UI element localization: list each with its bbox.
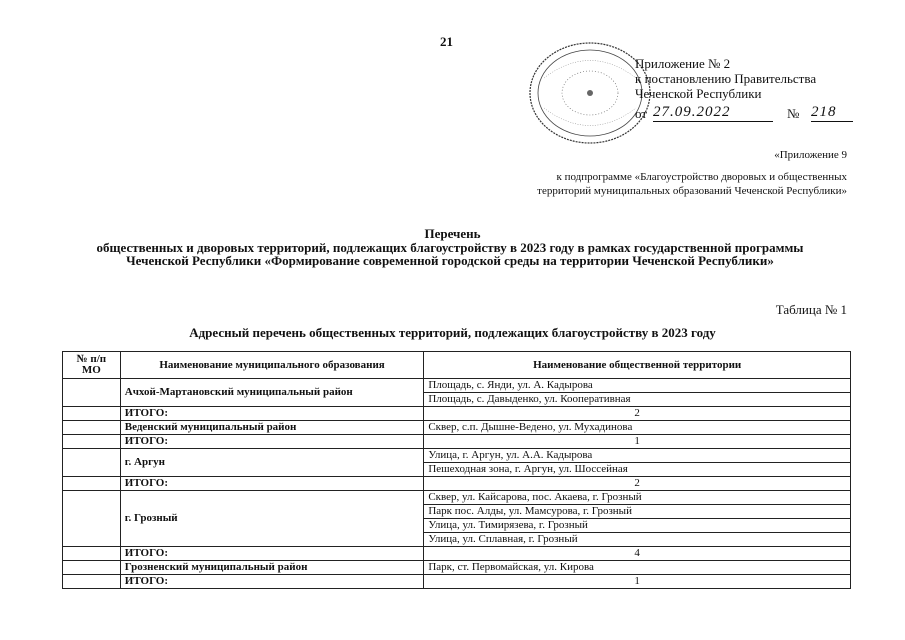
total-value-cell: 2 <box>424 477 851 491</box>
document-subtitle: общественных и дворовых территорий, подлежащих благоустройству в 2023 году в рамках государственной программы Чеченской Республики «Формирование современной городской среды на территории Чеченской Республики» <box>96 240 804 268</box>
appendix-line: Чеченской Республики <box>635 86 762 101</box>
column-header-territory: Наименование общественной территории <box>424 352 851 379</box>
number-label: № <box>787 106 800 121</box>
territory-cell: Парк, ст. Первомайская, ул. Кирова <box>424 561 851 575</box>
table-header-row <box>63 352 851 379</box>
row-number-cell <box>63 379 121 407</box>
row-number-cell <box>63 575 121 589</box>
total-label-cell: ИТОГО: <box>120 575 424 589</box>
table-row <box>63 561 851 575</box>
decree-date: 27.09.2022 <box>653 104 773 122</box>
municipality-cell: Веденский муниципальный район <box>120 421 424 435</box>
appendix-header <box>635 56 875 101</box>
total-row <box>63 407 851 421</box>
table-label: Таблица № 1 <box>775 302 847 317</box>
row-number-cell <box>63 407 121 421</box>
sub-appendix-line: территорий муниципальных образований Чеченской Республики» <box>537 185 847 197</box>
document-title: Перечень <box>424 226 481 241</box>
page-number: 21 <box>440 34 453 49</box>
column-header-municipality: Наименование муниципального образования <box>120 352 424 379</box>
total-row <box>63 547 851 561</box>
territory-cell: Сквер, ул. Кайсарова, пос. Акаева, г. Грозный <box>424 491 851 505</box>
territory-cell: Площадь, с. Янди, ул. А. Кадырова <box>424 379 851 393</box>
territory-cell: Парк пос. Алды, ул. Мамсурова, г. Грозный <box>424 505 851 519</box>
total-value-cell: 4 <box>424 547 851 561</box>
column-header-number: № п/п МО <box>63 352 121 379</box>
municipality-cell: г. Аргун <box>120 449 424 477</box>
total-label-cell: ИТОГО: <box>120 477 424 491</box>
total-label-cell: ИТОГО: <box>120 547 424 561</box>
row-number-cell <box>63 547 121 561</box>
row-number-cell <box>63 477 121 491</box>
territory-cell: Сквер, с.п. Дышне-Ведено, ул. Мухадинова <box>424 421 851 435</box>
table-body <box>63 379 851 589</box>
municipality-cell: г. Грозный <box>120 491 424 547</box>
total-row <box>63 575 851 589</box>
total-row <box>63 435 851 449</box>
total-value-cell: 1 <box>424 575 851 589</box>
decree-date-number <box>635 104 860 124</box>
territory-cell: Пешеходная зона, г. Аргун, ул. Шоссейная <box>424 463 851 477</box>
appendix-line: Приложение № 2 <box>635 56 731 71</box>
date-prefix: от <box>635 106 648 121</box>
total-value-cell: 1 <box>424 435 851 449</box>
territory-cell: Улица, ул. Тимирязева, г. Грозный <box>424 519 851 533</box>
territories-table <box>62 351 851 589</box>
row-number-cell <box>63 449 121 477</box>
decree-number: 218 <box>811 104 853 122</box>
table-row <box>63 421 851 435</box>
sub-appendix-line: «Приложение 9 <box>774 149 847 161</box>
municipality-cell: Грозненский муниципальный район <box>120 561 424 575</box>
sub-appendix <box>537 148 847 198</box>
table-heading: Адресный перечень общественных территорий, подлежащих благоустройству в 2023 году <box>189 325 716 340</box>
row-number-cell <box>63 491 121 547</box>
table-row <box>63 491 851 505</box>
row-number-cell <box>63 435 121 449</box>
municipality-cell: Ачхой-Мартановский муниципальный район <box>120 379 424 407</box>
total-value-cell: 2 <box>424 407 851 421</box>
territory-cell: Улица, г. Аргун, ул. А.А. Кадырова <box>424 449 851 463</box>
row-number-cell <box>63 421 121 435</box>
row-number-cell <box>63 561 121 575</box>
table-row <box>63 449 851 463</box>
total-label-cell: ИТОГО: <box>120 407 424 421</box>
sub-appendix-line: к подпрограмме «Благоустройство дворовых и общественных <box>556 171 847 183</box>
total-row <box>63 477 851 491</box>
territory-cell: Площадь, с. Давыденко, ул. Кооперативная <box>424 393 851 407</box>
appendix-line: к постановлению Правительства <box>635 71 817 86</box>
total-label-cell: ИТОГО: <box>120 435 424 449</box>
territory-cell: Улица, ул. Сплавная, г. Грозный <box>424 533 851 547</box>
table-row <box>63 379 851 393</box>
